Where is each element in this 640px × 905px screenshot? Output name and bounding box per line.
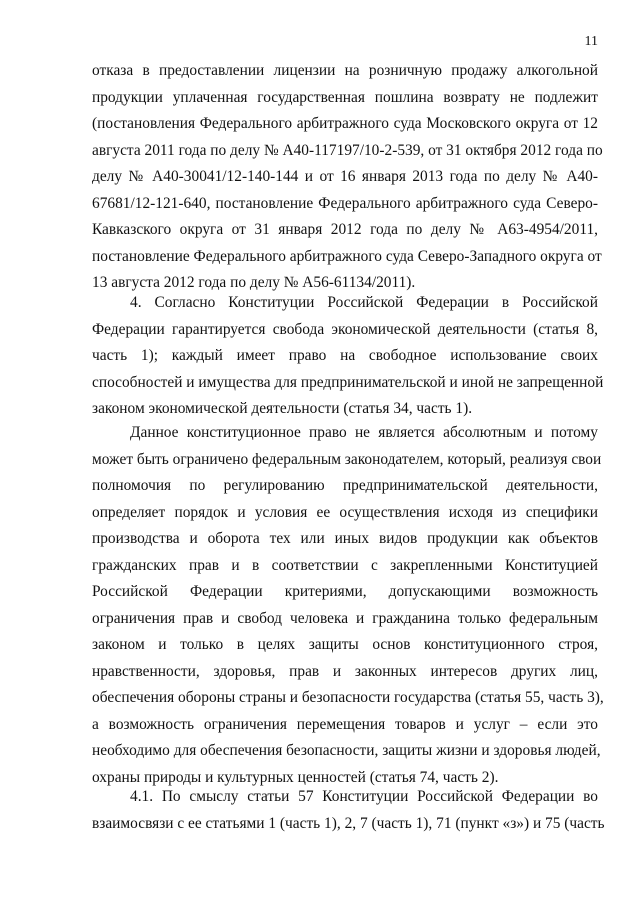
text-line: охраны природы и культурных ценностей (статья 74, часть 2). [92,768,499,786]
text-line: 4.1. По смыслу статьи 57 Конституции Российской Федерации во [130,788,598,805]
text-line: гражданских прав и в соответствии с закрепленными Конституцией [92,556,598,574]
text-line: а возможность ограничения перемещения товаров и услуг – если это [92,715,598,733]
text-line: 4. Согласно Конституции Российской Федерации в Российской [130,294,598,311]
text-line: нравственности, здоровья, прав и законных интересов других лиц, [92,662,598,680]
text-line: законом и только в целях защиты основ конституционного строя, [92,636,598,653]
text-line: постановление Федерального арбитражного суда Северо-Западного округа от [92,247,602,265]
text-line: отказа в предоставлении лицензии на розничную продажу алкогольной [92,62,598,79]
text-line: Федерации гарантируется свобода экономической деятельности (статья 8, [92,320,598,338]
text-line: продукции уплаченная государственная пошлина возврату не подлежит [92,88,598,106]
text-line: Кавказского округа от 31 января 2012 года по делу № А63-4954/2011, [92,221,598,238]
text-line: способностей и имущества для предпринимательской и иной не запрещенной [92,373,604,391]
paragraph-3 [92,420,604,791]
text-line: обеспечения обороны страны и безопасности государства (статья 55, часть 3), [92,689,604,706]
paragraph-1 [92,58,603,297]
text-line: производства и оборота тех или иных видов продукции как объектов [92,530,598,547]
paragraph-2 [92,290,604,423]
text-line: 67681/12-121-640, постановление Федерального арбитражного суда Северо- [92,194,598,212]
text-line: делу № А40-30041/12-140-144 и от 16 января 2013 года по делу № А40- [92,168,598,185]
text-line: ограничения прав и свобод человека и гражданина только федеральным [92,609,598,627]
paragraph-4 [92,784,605,837]
text-line: определяет порядок и условия ее осуществления исходя из специфики [92,503,598,521]
text-line: необходимо для обеспечения безопасности, защиты жизни и здоровья людей, [92,742,601,759]
text-line: взаимосвязи с ее статьями 1 (часть 1), 2, 7 (часть 1), 71 (пункт «з») и 75 (часть [92,814,605,832]
text-line: Данное конституционное право не является абсолютным и потому [130,424,598,441]
page-number: 11 [584,34,598,49]
text-line: 13 августа 2012 года по делу № А56-61134/2011). [92,274,416,291]
text-line: может быть ограничено федеральным законодателем, который, реализуя свои [92,450,602,468]
text-line: законом экономической деятельности (статья 34, часть 1). [92,400,473,417]
text-line: полномочия по регулированию предпринимательской деятельности, [92,477,598,494]
text-line: Российской Федерации критериями, допускающими возможность [92,583,598,600]
text-line: часть 1); каждый имеет право на свободное использование своих [92,347,598,364]
text-line: (постановления Федерального арбитражного суда Московского округа от 12 [92,115,598,132]
text-line: августа 2011 года по делу № А40-117197/10-2-539, от 31 октября 2012 года по [92,141,603,159]
